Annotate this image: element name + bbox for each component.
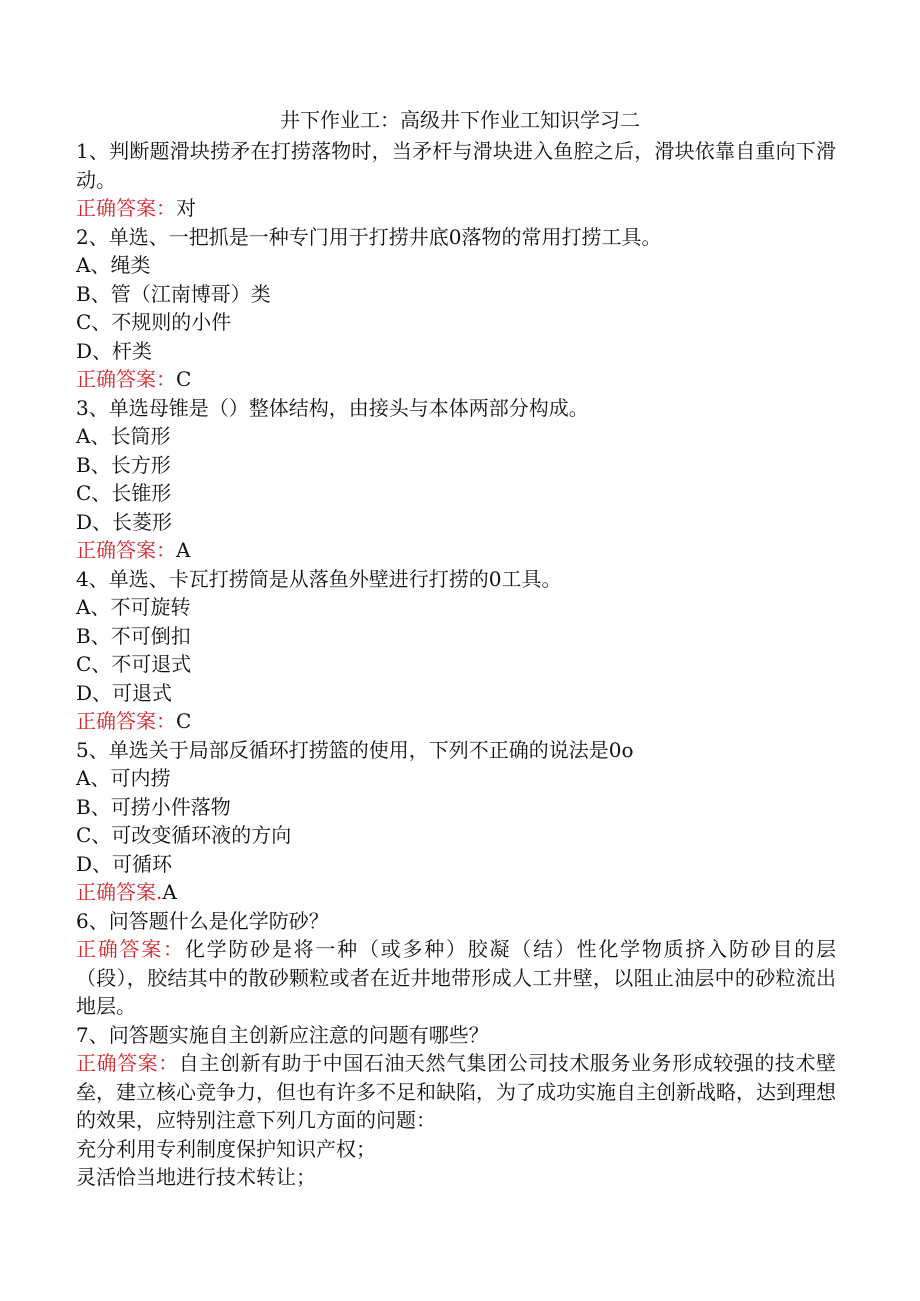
answer-value: C [176,709,192,733]
option-item: C、长锥形 [76,481,172,505]
answer-label: 正确答案： [76,196,176,220]
option-item: C、可改变循环液的方向 [76,823,292,847]
option-item: C、不可退式 [76,652,192,676]
question-5-answer [76,878,836,907]
option-item: B、管（江南博哥）类 [76,281,271,306]
answer-value: A [176,538,191,562]
question-2-answer [76,365,836,394]
option-item: C、不规则的小件 [76,310,232,334]
answer-value: 化学防砂是将一种（或多种）胶凝（结）性化学物质挤入防砂目的层（段），胶结其中的散砂颗粒或者在近井地带形成人工井壁，以阻止油层中的砂粒流出地层。 [76,937,837,1018]
question-1-stem: 1、判断题滑块捞矛在打捞落物时，当矛杆与滑块进入鱼腔之后，滑块依靠自重向下滑动。 [76,139,836,192]
answer-continuation: 灵活恰当地进行技术转让； [76,1165,316,1189]
answer-label: 正确答案： [76,538,176,562]
question-4-answer [76,707,836,736]
question-3-stem: 3、单选母锥是（）整体结构，由接头与本体两部分构成。 [76,395,589,420]
document-body [76,137,836,1192]
answer-value: 自主创新有助于中国石油天然气集团公司技术服务业务形成较强的技术壁垒，建立核心竞争力，但也有许多不足和缺陷，为了成功实施自主创新战略，达到理想的效果，应特别注意下列几方面的问题： [76,1051,837,1132]
question-7-answer [76,1049,836,1135]
option-item: A、可内捞 [76,766,171,790]
question-5-stem: 5、单选关于局部反循环打捞篮的使用，下列不正确的说法是0o [76,737,634,762]
answer-label: 正确答案： [76,1051,179,1075]
option-item: D、长菱形 [76,509,173,534]
answer-label: 正确答案. [76,880,163,904]
question-3-answer [76,536,836,565]
option-item: A、绳类 [76,253,151,277]
question-6-answer [76,935,836,1021]
option-item: D、可循环 [76,851,173,876]
option-item: D、可退式 [76,680,173,705]
answer-label: 正确答案： [76,709,176,733]
question-7-stem: 7、问答题实施自主创新应注意的问题有哪些？ [76,1022,489,1047]
question-6-stem: 6、问答题什么是化学防砂？ [76,908,329,933]
option-item: A、长筒形 [76,424,171,448]
question-2-stem: 2、单选、一把抓是一种专门用于打捞井底0落物的常用打捞工具。 [76,224,662,249]
question-4-stem: 4、单选、卡瓦打捞筒是从落鱼外壁进行打捞的0工具。 [76,566,562,591]
answer-value: C [176,367,192,391]
option-item: B、长方形 [76,452,171,477]
option-item: D、杆类 [76,338,153,363]
answer-value: A [162,880,177,904]
answer-label: 正确答案： [76,367,176,391]
document-title: 井下作业工：高级井下作业工知识学习二 [280,108,640,132]
question-1-answer [76,194,836,223]
option-item: B、可捞小件落物 [76,794,231,819]
answer-label: 正确答案： [76,937,185,961]
option-item: B、不可倒扣 [76,623,191,648]
answer-value: 对 [176,196,196,220]
answer-continuation: 充分利用专利制度保护知识产权； [76,1136,376,1161]
option-item: A、不可旋转 [76,595,191,619]
